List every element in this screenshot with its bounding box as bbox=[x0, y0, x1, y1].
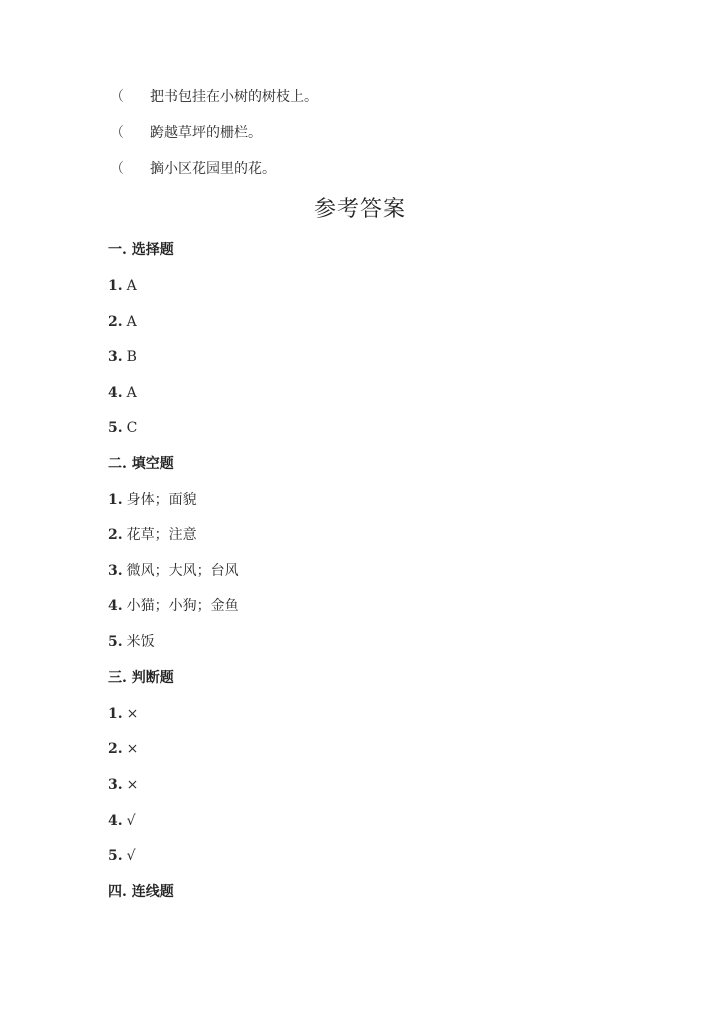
answer-number: 2. bbox=[108, 527, 123, 543]
answer-blank: （ ） bbox=[110, 161, 166, 177]
answer-item bbox=[108, 491, 197, 509]
answer-item bbox=[108, 847, 136, 865]
answer-number: 3. bbox=[108, 777, 123, 793]
answer-item bbox=[108, 348, 137, 366]
answer-number: 4. bbox=[108, 598, 123, 614]
answer-text: C bbox=[126, 420, 138, 436]
answer-number: 3. bbox=[108, 349, 123, 365]
answer-number: 1. bbox=[108, 278, 123, 294]
answer-text: 花草；注意 bbox=[126, 527, 197, 543]
answer-text: × bbox=[126, 741, 139, 757]
answer-key-title: 参考答案 bbox=[313, 197, 406, 222]
answer-text: √ bbox=[126, 848, 136, 864]
answer-text: A bbox=[126, 385, 137, 401]
answer-blank: （ ） bbox=[110, 89, 166, 105]
question-item-2 bbox=[110, 124, 262, 142]
answer-number: 5. bbox=[108, 420, 123, 436]
answer-item bbox=[108, 384, 137, 402]
answer-item bbox=[108, 419, 137, 437]
answer-item bbox=[108, 526, 197, 544]
answer-item bbox=[108, 740, 138, 758]
answer-item bbox=[108, 313, 137, 331]
answer-number: 5. bbox=[108, 848, 123, 864]
answer-text: 米饭 bbox=[126, 634, 155, 650]
answer-number: 1. bbox=[108, 706, 123, 722]
section-heading-matching: 四. 连线题 bbox=[108, 884, 174, 900]
answer-number: 5. bbox=[108, 634, 123, 650]
answer-text: 小猫；小狗；金鱼 bbox=[126, 598, 239, 614]
answer-item bbox=[108, 776, 138, 794]
answer-number: 1. bbox=[108, 492, 123, 508]
answer-item bbox=[108, 277, 137, 295]
answer-text: 身体；面貌 bbox=[126, 492, 197, 508]
question-item-3 bbox=[110, 160, 276, 178]
answer-number: 4. bbox=[108, 385, 123, 401]
answer-number: 2. bbox=[108, 314, 123, 330]
answer-text: A bbox=[126, 314, 137, 330]
answer-blank: （ ） bbox=[110, 125, 166, 141]
answer-item bbox=[108, 705, 138, 723]
answer-item bbox=[108, 597, 239, 615]
question-text: 把书包挂在小树的树枝上。 bbox=[150, 89, 318, 105]
section-heading-fill-blank: 二. 填空题 bbox=[108, 456, 174, 472]
answer-text: 微风；大风；台风 bbox=[126, 563, 239, 579]
answer-number: 3. bbox=[108, 563, 123, 579]
answer-text: × bbox=[126, 777, 139, 793]
answer-text: × bbox=[126, 706, 139, 722]
question-text: 跨越草坪的栅栏。 bbox=[150, 125, 262, 141]
answer-item bbox=[108, 812, 136, 830]
answer-item bbox=[108, 562, 239, 580]
answer-number: 4. bbox=[108, 813, 123, 829]
answer-text: A bbox=[126, 278, 137, 294]
question-item-1 bbox=[110, 88, 318, 106]
question-text: 摘小区花园里的花。 bbox=[150, 161, 276, 177]
section-heading-true-false: 三. 判断题 bbox=[108, 670, 174, 686]
answer-number: 2. bbox=[108, 741, 123, 757]
section-heading-choice: 一. 选择题 bbox=[108, 242, 174, 258]
answer-text: B bbox=[126, 349, 137, 365]
answer-text: √ bbox=[126, 813, 136, 829]
answer-item bbox=[108, 633, 155, 651]
